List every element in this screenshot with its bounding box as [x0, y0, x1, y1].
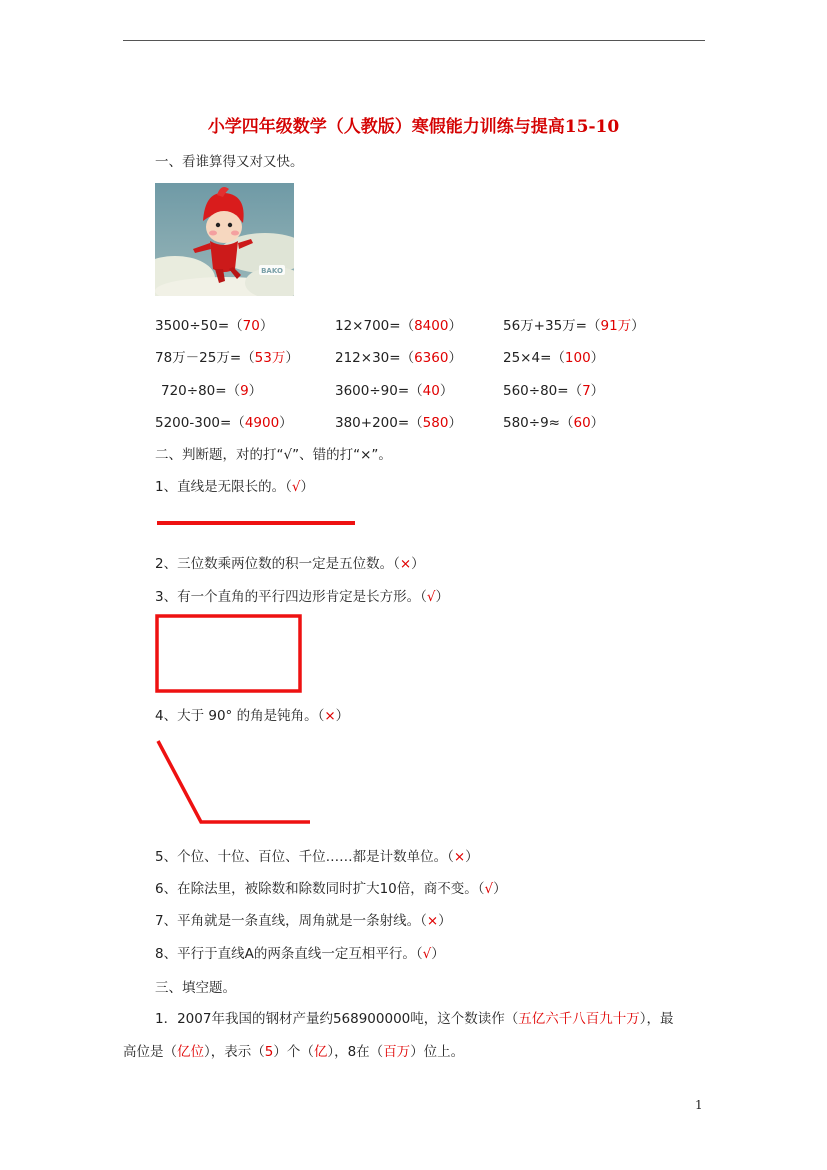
text: 6、在除法里，被除数和除数同时扩大10倍，商不变。（: [155, 881, 485, 897]
calc-item: [155, 346, 299, 366]
text: 5200-300=（: [155, 415, 245, 431]
text: 高位是（: [123, 1044, 177, 1060]
calc-item: [335, 314, 462, 334]
calc-item: [335, 346, 462, 366]
section-1-heading: 一、看谁算得又对又快。: [155, 154, 304, 170]
calc-item: [335, 379, 453, 399]
text: 2、三位数乘两位数的积一定是五位数。（: [155, 556, 400, 572]
answer: 60: [573, 415, 591, 431]
text: ）: [631, 318, 645, 334]
answer: 70: [242, 318, 260, 334]
text: 12×700=（: [335, 318, 415, 334]
line-figure: [155, 515, 360, 529]
rectangle-figure: [155, 614, 305, 696]
judgment-item: [155, 704, 349, 724]
text: 560÷80=（: [503, 383, 583, 399]
judgment-item: [155, 942, 445, 962]
judgment-item: [155, 909, 452, 929]
answer: ×: [324, 708, 336, 724]
text: 3、有一个直角的平行四边形肯定是长方形。（: [155, 589, 427, 605]
fill-question-1-line-2: [123, 1040, 464, 1060]
answer: 580: [422, 415, 449, 431]
text: ）: [590, 415, 605, 431]
judgment-item: [155, 845, 479, 865]
answer: 亿位: [177, 1044, 204, 1060]
text: ），表示（: [204, 1044, 265, 1060]
text: ）: [300, 479, 314, 495]
svg-text:BAKO: BAKO: [261, 267, 283, 275]
calc-item: [155, 314, 273, 334]
page-number: 1: [695, 1098, 703, 1112]
text: ）: [431, 946, 445, 962]
text: ），8在（: [327, 1044, 384, 1060]
text: 3500÷50=（: [155, 318, 243, 334]
text: 3600÷90=（: [335, 383, 423, 399]
fill-question-1-line-1: [155, 1007, 674, 1027]
text: 25×4=（: [503, 350, 565, 366]
text: ）: [448, 415, 462, 431]
text: 580÷9≈（: [503, 415, 574, 431]
judgment-item: [155, 552, 425, 572]
text: 7、平角就是一条直线，周角就是一条射线。（: [155, 913, 427, 929]
header-rule: [123, 40, 705, 41]
text: ）: [448, 350, 462, 366]
answer: 8400: [414, 318, 449, 334]
text: ）: [248, 383, 263, 399]
text: ）位上。: [410, 1044, 465, 1060]
text: ）: [285, 350, 299, 366]
answer: 4900: [244, 415, 280, 431]
text: ）: [590, 350, 605, 366]
text: ）: [438, 913, 452, 929]
mascot-illustration: [155, 183, 294, 296]
text: 78万－25万=（: [155, 350, 255, 366]
answer: 7: [582, 383, 591, 399]
text: ）个（: [273, 1044, 314, 1060]
text: 56万+35万=（: [503, 318, 601, 334]
text: ）: [493, 881, 507, 897]
text: ）: [335, 708, 350, 724]
calc-item: [155, 411, 293, 431]
answer: ×: [426, 913, 439, 929]
answer: 40: [422, 383, 440, 399]
section-3-heading: 三、填空题。: [155, 980, 236, 996]
text: 8、平行于直线A的两条直线一定互相平行。（: [155, 946, 423, 962]
answer: 53万: [254, 350, 286, 366]
answer: √: [291, 479, 301, 495]
calc-item: [503, 411, 604, 431]
text: ）: [259, 318, 274, 334]
answer: 亿: [313, 1044, 328, 1060]
answer: 五亿六千八百九十万: [518, 1011, 640, 1027]
section-2-heading: 二、判断题，对的打“√”、错的打“×”。: [155, 447, 392, 463]
answer: 5: [264, 1044, 274, 1060]
answer: 100: [564, 350, 591, 366]
judgment-item: [155, 877, 507, 897]
text: 1、直线是无限长的。（: [155, 479, 292, 495]
answer: ×: [399, 556, 412, 572]
obtuse-angle-figure: [155, 738, 315, 828]
answer: ×: [453, 849, 466, 865]
page-title: 小学四年级数学（人教版）寒假能力训练与提高15-10: [207, 117, 620, 137]
judgment-item: [155, 585, 449, 605]
text: 1．2007年我国的钢材产量约568900000吨，这个数读作（: [155, 1011, 519, 1027]
text: ）: [439, 383, 454, 399]
calc-item: [503, 346, 604, 366]
text: 720÷80=（: [161, 383, 241, 399]
answer: √: [484, 881, 494, 897]
text: ）: [448, 318, 462, 334]
answer: 91万: [600, 318, 632, 334]
answer: 9: [240, 383, 249, 399]
text: 4、大于 90° 的角是钝角。（: [155, 708, 325, 724]
calc-item: [161, 379, 262, 399]
answer: √: [426, 589, 436, 605]
text: ），最: [639, 1011, 674, 1027]
text: 5、个位、十位、百位、千位……都是计数单位。（: [155, 849, 454, 865]
text: ）: [411, 556, 425, 572]
text: ）: [435, 589, 449, 605]
text: ）: [465, 849, 479, 865]
text: ）: [279, 415, 293, 431]
answer: 6360: [414, 350, 449, 366]
answer: √: [422, 946, 432, 962]
calc-item: [335, 411, 462, 431]
calc-item: [503, 314, 645, 334]
calc-item: [503, 379, 604, 399]
text: ）: [590, 383, 605, 399]
text: 380+200=（: [335, 415, 423, 431]
judgment-item: [155, 475, 314, 495]
answer: 百万: [383, 1044, 411, 1060]
text: 212×30=（: [335, 350, 415, 366]
